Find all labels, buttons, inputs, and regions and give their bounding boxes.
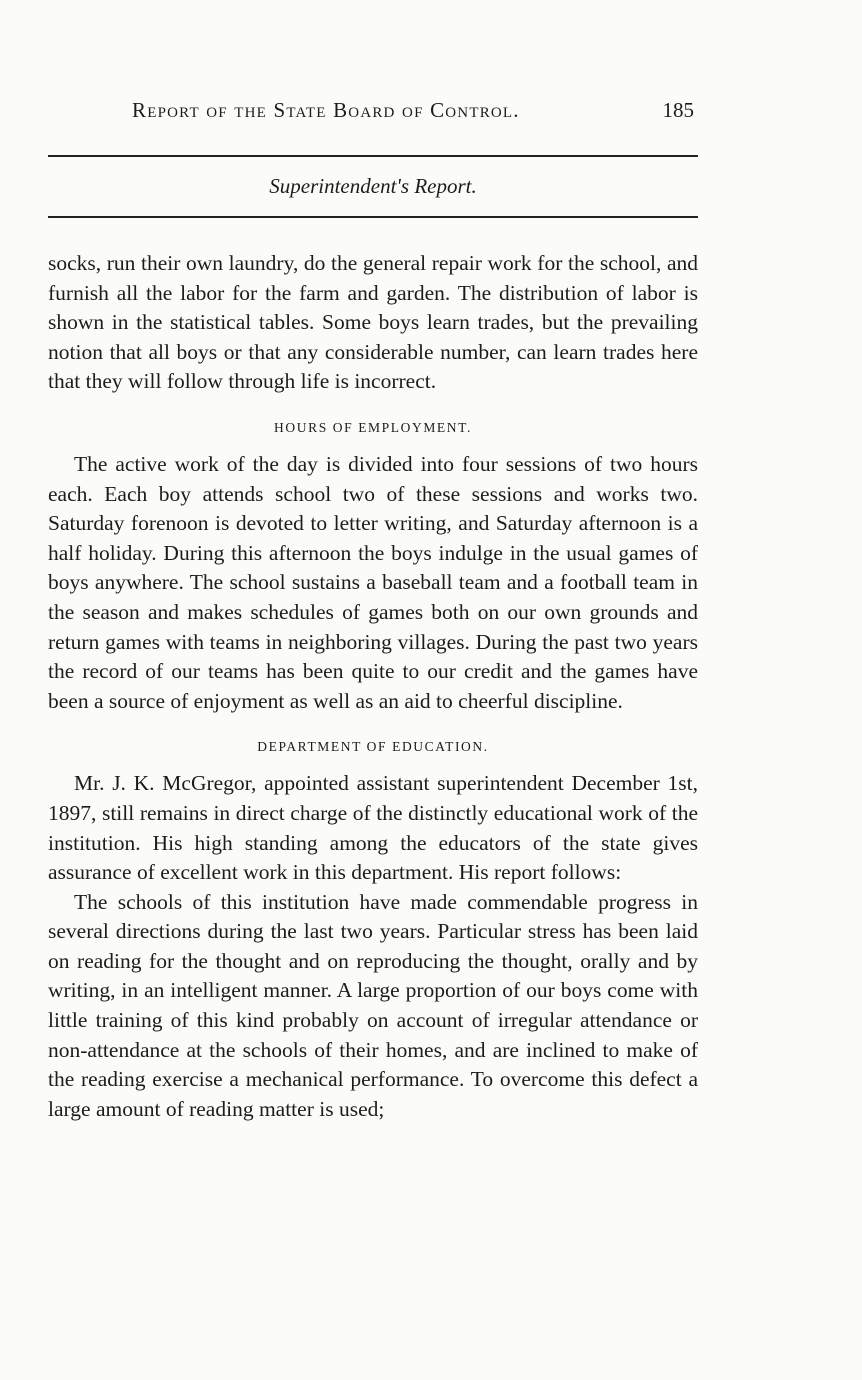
paragraph-mcgregor: Mr. J. K. McGregor, appointed assistant superintendent December 1st, 1897, still remains in direct charge of the distinctly educational work of the institution. His high standing among the educators of the state gives assurance of excellent work in this department. His report follows: [48,771,698,885]
heading-department-of-education: DEPARTMENT OF EDUCATION. [257,739,489,755]
heading-hours-of-employment: HOURS OF EMPLOYMENT. [274,419,472,435]
paragraph-hours: The active work of the day is divided into four sessions of two hours each. Each boy attends school two of these sessions and works two. Saturday forenoon is devoted to letter writing, and Saturday afternoon is a half holiday. During this afternoon the boys indulge in the usual games of boys anywhere. The school sustains a baseball team and a football team in the season and makes schedules of games both on our own grounds and return games with teams in neighboring villages. During the past two years the record of our teams has been quite to our credit and the games have been a source of enjoyment as well as an aid to cheerful discipline. [48,451,698,713]
header-rule-top [48,155,698,157]
document-page [48,0,698,1380]
section-title: Superintendent's Report. [269,174,477,198]
running-title: Report of the State Board of Control. [132,98,520,122]
page-number: 185 [662,98,694,122]
paragraph-continuation: socks, run their own laundry, do the general repair work for the school, and furnish all the labor for the farm and garden. The distribution of labor is shown in the statistical tables. Some boys learn trades, but the prevailing notion that all boys or that any considerable number, can learn trades here that they will follow through life is incorrect. [48,251,698,394]
paragraph-schools: The schools of this institution have made commendable progress in several directions during the last two years. Particular stress has been laid on reading for the thought and on reproducing the thought, orally and by writing, in an intelligent manner. A large proportion of our boys come with little training of this kind probably on account of irregular attendance or non-attendance at the schools of their homes, and are inclined to make of the reading exercise a mechanical performance. To overcome this defect a large amount of reading matter is used; [48,889,698,1121]
body-text [48,249,698,1124]
header-rule-bottom [48,216,698,218]
running-head [48,98,698,128]
